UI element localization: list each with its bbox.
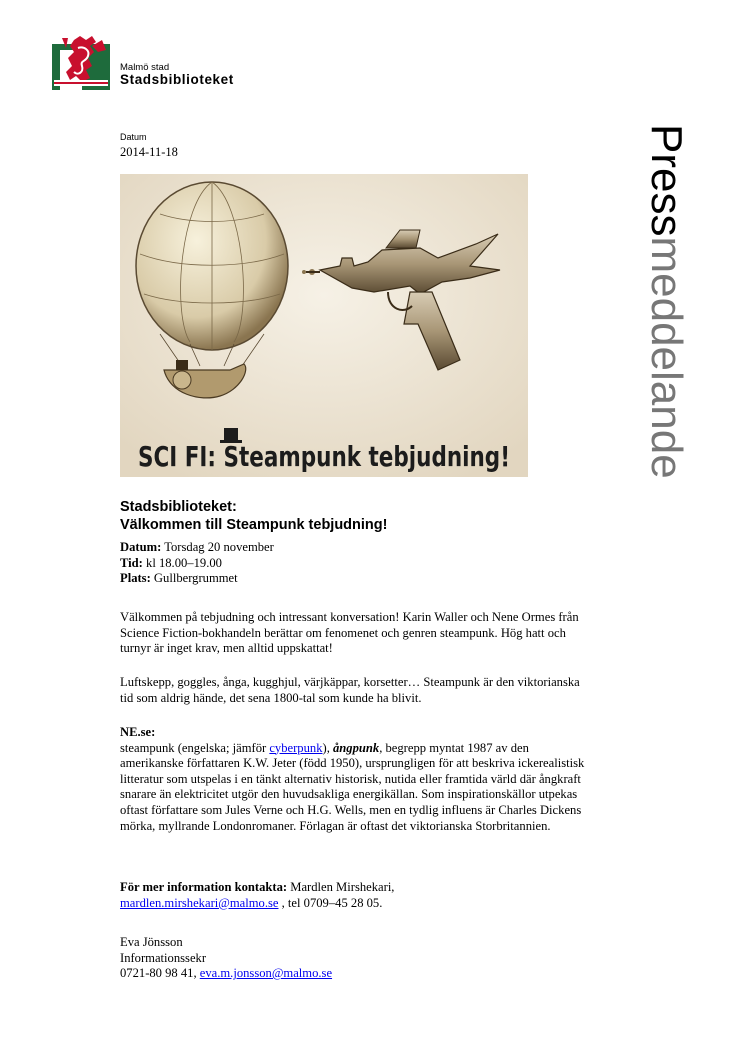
contact-email-link[interactable]: mardlen.mirshekari@malmo.se [120,895,279,910]
event-details [120,540,590,587]
intro-paragraph: Välkommen på tebjudning och intressant konversation! Karin Waller och Nene Ormes från Science Fiction-bokhandeln berättar om fenomenet och genren steampunk. Hög hatt och turnyr är inget krav, men alltid uppskattat! [120,610,579,656]
date-value: 2014-11-18 [120,145,178,159]
headline [120,499,387,534]
contact-phone: , tel 0709–45 28 05. [278,895,383,910]
signature-email-link[interactable]: eva.m.jonsson@malmo.se [199,966,333,981]
title-light-part: meddelande [642,236,691,479]
tid-value: kl 18.00–19.00 [142,555,222,570]
headline-line1: Stadsbiblioteket: [120,499,237,515]
datum-label: Datum: [120,540,162,554]
tid-label: Tid: [120,555,143,570]
contact-label: För mer information kontakta: [120,880,288,894]
org-name: Stadsbiblioteket [120,72,234,87]
signature-section [120,935,590,982]
date-label: Datum [120,132,147,142]
headline-line2: Välkommen till Steampunk tebjudning! [120,516,388,533]
datum-value: Torsdag 20 november [161,540,274,554]
signature-name: Eva Jönsson [120,935,183,949]
plats-value: Gullbergrummet [150,571,238,586]
ne-section [120,725,586,834]
pressmeddelande-vertical-title [641,124,691,584]
ne-text-3: , begrepp myntat 1987 av den amerikanske författaren K.W. Jeter (född 1950), ursprungligen för att beskriva ickerealistisk litteratur som utspelas i en tänkt alternativ historisk, nutida eller framtida värld där ångkraft snarare än elektricitet utgör den huvudsakliga energikällan. Som inspirationskällor utpekas oftast författare som Jules Verne och H.G. Wells, men en tydlig influens är Charles Dickens mörka, myllrande Londonromaner. Förlagan är oftast det viktorianska Storbritannien. [120,740,585,833]
signature-title: Informationssekr [120,950,207,965]
cyberpunk-link[interactable]: cyberpunk [269,740,323,755]
ne-italic-term: ångpunk [333,740,380,755]
second-paragraph: Luftskepp, goggles, ånga, kugghjul, värjkäppar, korsetter… Steampunk är den viktorianska tid som aldrig hände, det sena 1800-tal som kunde ha blivit. [120,675,580,705]
steampunk-banner-image [120,174,528,477]
malmo-coat-of-arms-logo [52,36,110,90]
signature-phone: 0721-80 98 41, [120,966,200,981]
org-small-name: Malmö stad [120,62,170,73]
ne-text-1: steampunk (engelska; jämför [120,740,270,755]
plats-label: Plats: [120,571,151,586]
contact-name: Mardlen Mirshekari, [287,880,395,894]
title-dark-part: Press [642,124,691,237]
contact-section [120,880,590,911]
ne-heading: NE.se: [120,725,156,739]
ne-text-2: ), [322,740,333,755]
banner-caption: SCI FI: Steampunk tebjudning! [138,440,510,473]
